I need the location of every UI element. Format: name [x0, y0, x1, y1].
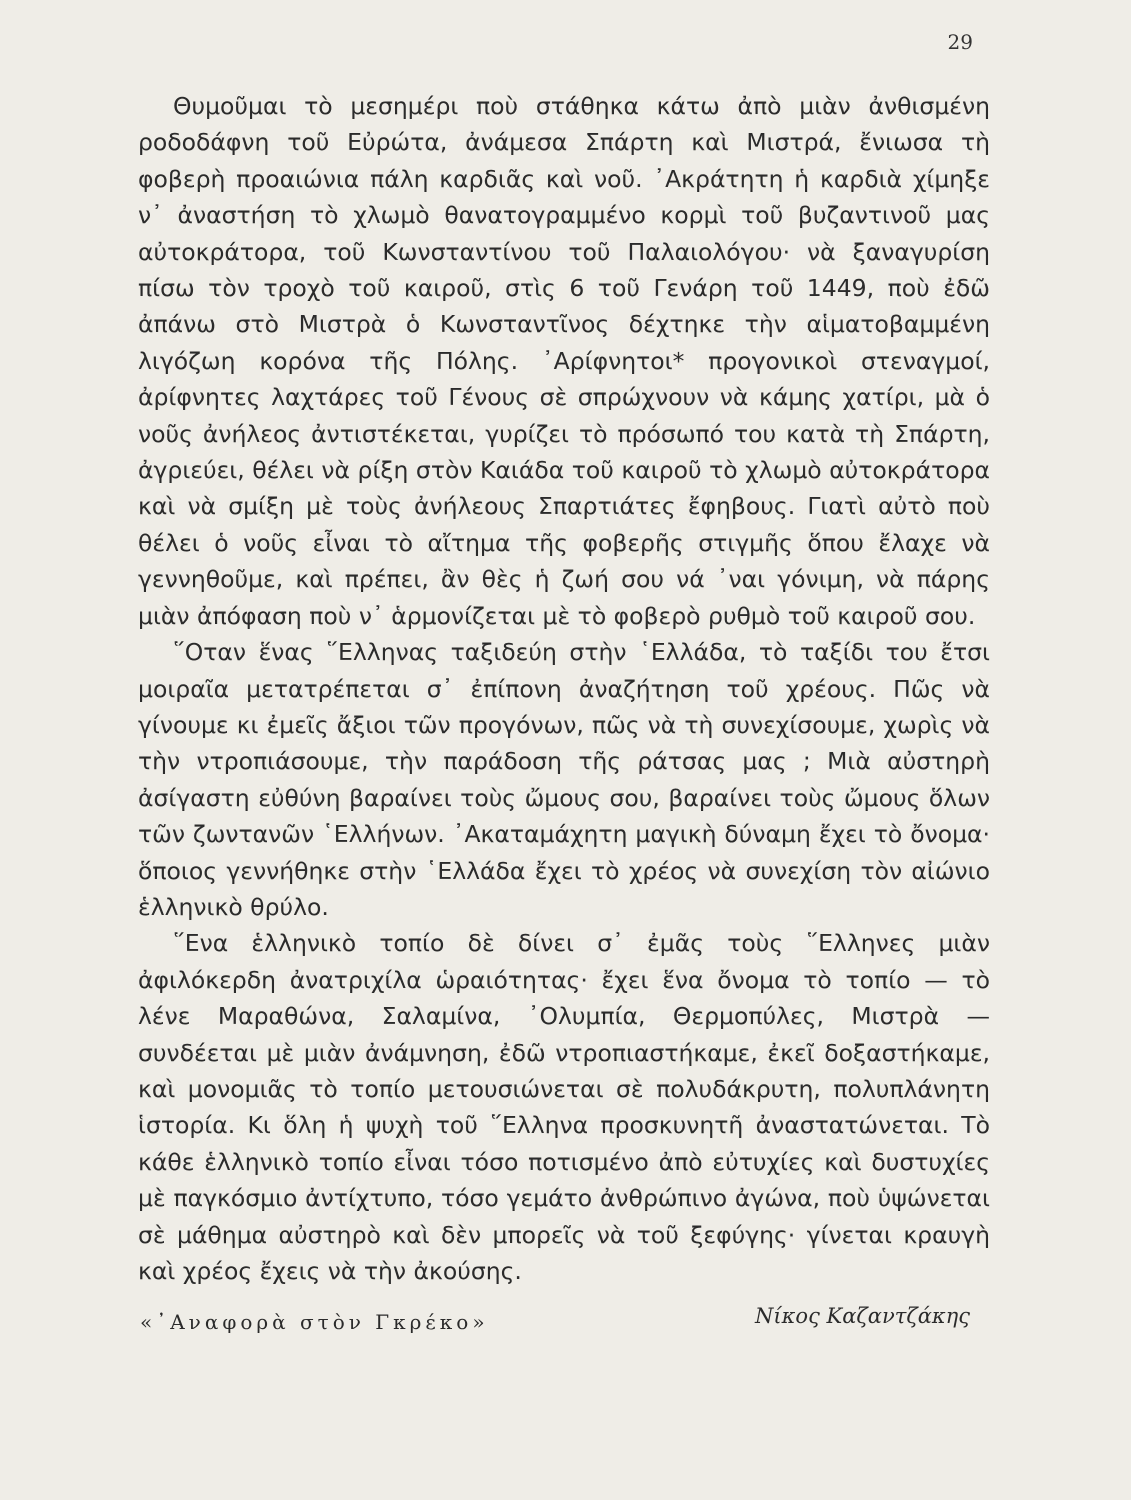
paragraph-1: Θυμοῦμαι τὸ μεσημέρι ποὺ στάθηκα κάτω ἀπὸ μιὰν ἀνθισμένη ροδοδάφνη τοῦ Εὐρώτα, ἀνάμεσα Σπάρτη καὶ Μιστρά, ἔνιωσα τὴ φοβερὴ προαιώνια πάλη καρδιᾶς καὶ νοῦ. ᾿Ακράτητη ἡ καρδιὰ χίμηξε ν᾿ ἀναστήση τὸ χλωμὸ θανατογραμμένο κορμὶ τοῦ βυζαντινοῦ μας αὐτοκράτορα, τοῦ Κωνσταντίνου τοῦ Παλαιολόγου· νὰ ξαναγυρίση πίσω τὸν τροχὸ τοῦ καιροῦ, στὶς 6 τοῦ Γενάρη τοῦ 1449, ποὺ ἐδῶ ἀπάνω στὸ Μιστρὰ ὁ Κωνσταντῖνος δέχτηκε τὴν αἱματοβαμμένη λιγόζωη κορόνα τῆς Πόλης. ᾿Αρίφνητοι* προγονικοὶ στεναγμοί, ἀρίφνητες λαχτάρες τοῦ Γένους σὲ σπρώχνουν νὰ κάμης χατίρι, μὰ ὁ νοῦς ἀνήλεος ἀντιστέκεται, γυρίζει τὸ πρόσωπό του κατὰ τὴ Σπάρτη, ἀγριεύει, θέλει νὰ ρίξη στὸν Καιάδα τοῦ καιροῦ τὸ χλωμὸ αὐτοκράτορα καὶ νὰ σμίξη μὲ τοὺς ἀνήλεους Σπαρτιάτες ἔφηβους. Γιατὶ αὐτὸ ποὺ θέλει ὁ νοῦς εἶναι τὸ αἴτημα τῆς φοβερῆς στιγμῆς ὅπου ἔλαχε νὰ γεννηθοῦμε, καὶ πρέπει, ἂν θὲς ἡ ζωή σου νά ᾿ναι γόνιμη, νὰ πάρης μιὰν ἀπόφαση ποὺ ν᾿ ἁρμονίζεται μὲ τὸ φοβερὸ ρυθμὸ τοῦ καιροῦ σου.	[138, 92, 990, 630]
paragraph-2: ῞Οταν ἕνας ῞Ελληνας ταξιδεύη στὴν ῾Ελλάδα, τὸ ταξίδι του ἔτσι μοιραῖα μετατρέπεται σ᾿ ἐπίπονη ἀναζήτηση τοῦ χρέους. Πῶς νὰ γίνουμε κι ἐμεῖς ἄξιοι τῶν προγόνων, πῶς νὰ τὴ συνεχίσουμε, χωρὶς νὰ τὴν ντροπιάσουμε, τὴν παράδοση τῆς ράτσας μας ; Μιὰ αὐστηρὴ ἀσίγαστη εὐθύνη βαραίνει τοὺς ὤμους σου, βαραίνει τοὺς ὤμους ὅλων τῶν ζωντανῶν ῾Ελλήνων. ᾿Ακαταμάχητη μαγικὴ δύναμη ἔχει τὸ ὄνομα· ὅποιος γεννήθηκε στὴν ῾Ελλάδα ἔχει τὸ χρέος νὰ συνεχίση τὸν αἰώνιο ἑλληνικὸ θρύλο.	[138, 638, 990, 921]
page-footer	[140, 1300, 970, 1340]
main-text	[138, 88, 990, 1289]
source-title: «᾿Αναφορὰ στὸν Γκρέκο»	[140, 1310, 489, 1334]
paragraph-3: ῞Ενα ἑλληνικὸ τοπίο δὲ δίνει σ᾿ ἐμᾶς τοὺς ῞Ελληνες μιὰν ἀφιλόκερδη ἀνατριχίλα ὡραιότητας· ἔχει ἕνα ὄνομα τὸ τοπίο — τὸ λένε Μαραθώνα, Σαλαμίνα, ᾿Ολυμπία, Θερμοπύλες, Μιστρὰ — συνδέεται μὲ μιὰν ἀνάμνηση, ἐδῶ ντροπιαστήκαμε, ἐκεῖ δοξαστήκαμε, καὶ μονομιᾶς τὸ τοπίο μετουσιώνεται σὲ πολυδάκρυτη, πολυπλάνητη ἱστορία. Κι ὅλη ἡ ψυχὴ τοῦ ῞Ελληνα προσκυνητῆ ἀναστατώνεται. Τὸ κάθε ἑλληνικὸ τοπίο εἶναι τόσο ποτισμένο ἀπὸ εὐτυχίες καὶ δυστυχίες μὲ παγκόσμιο ἀντίχτυπο, τόσο γεμάτο ἀνθρώπινο ἀγώνα, ποὺ ὑψώνεται σὲ μάθημα αὐστηρὸ καὶ δὲν μπορεῖς νὰ τοῦ ξεφύγης· γίνεται κραυγὴ καὶ χρέος ἔχεις νὰ τὴν ἀκούσης.	[138, 929, 990, 1285]
author-name: Νίκος Καζαντζάκης	[755, 1304, 970, 1328]
page-number: 29	[947, 30, 973, 54]
